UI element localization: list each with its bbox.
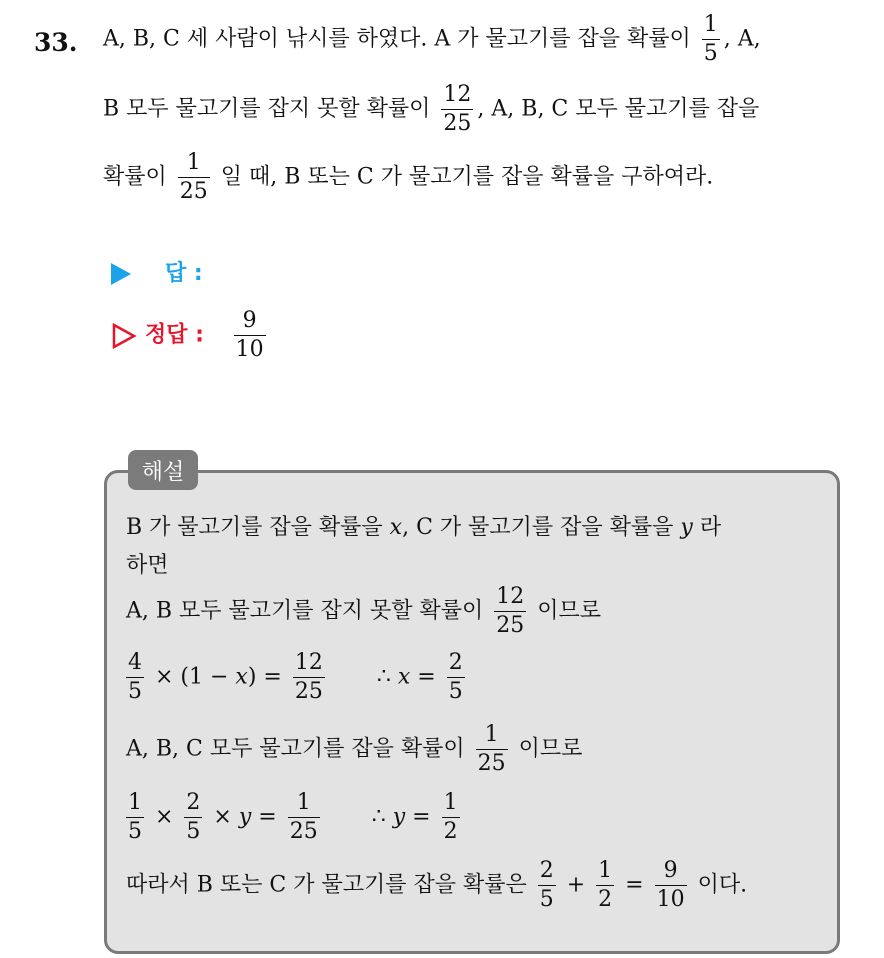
fraction xyxy=(494,586,526,637)
variable: x xyxy=(389,515,403,540)
numerator: 1 xyxy=(484,722,499,747)
math-text: = xyxy=(410,664,443,690)
denominator: 2 xyxy=(598,887,613,912)
numerator: 2 xyxy=(539,858,554,883)
play-triangle-icon xyxy=(111,263,131,285)
fraction xyxy=(442,792,460,843)
fraction xyxy=(538,860,556,911)
solution-line-1 xyxy=(126,510,721,541)
fraction xyxy=(702,14,720,65)
correct-answer-value xyxy=(234,310,266,361)
solution-equation-1 xyxy=(126,652,469,703)
variable: x xyxy=(397,664,411,690)
fraction xyxy=(655,860,687,911)
answer-label: 답 : xyxy=(165,261,203,286)
solution-text: B 가 물고기를 잡을 확률을 xyxy=(126,515,383,540)
question-text: , A, xyxy=(723,26,761,52)
numerator: 2 xyxy=(448,650,463,675)
denominator: 25 xyxy=(496,613,525,638)
numerator: 9 xyxy=(242,308,257,333)
question-text: A, B, C 세 사람이 낚시를 하였다. A 가 물고기를 잡을 확률이 xyxy=(103,26,691,52)
numerator: 12 xyxy=(496,584,525,609)
math-text: = xyxy=(618,872,651,898)
question-line-1 xyxy=(103,14,761,65)
question-text: 확률이 xyxy=(103,164,167,190)
denominator: 5 xyxy=(703,41,718,66)
numerator: 1 xyxy=(186,150,201,175)
fraction xyxy=(288,792,320,843)
solution-line-3 xyxy=(126,586,601,637)
variable: y xyxy=(680,515,693,540)
solution-text: 이므로 xyxy=(511,736,583,762)
question-number: 33. xyxy=(34,28,78,57)
solution-text: A, B, C 모두 물고기를 잡을 확률이 xyxy=(126,736,465,762)
denominator: 5 xyxy=(448,679,463,704)
fraction xyxy=(126,792,144,843)
denominator: 25 xyxy=(477,751,506,776)
denominator: 2 xyxy=(443,819,458,844)
numerator: 1 xyxy=(598,858,613,883)
denominator: 10 xyxy=(235,337,264,362)
numerator: 1 xyxy=(443,790,458,815)
fraction xyxy=(596,860,614,911)
numerator: 4 xyxy=(128,650,142,675)
correct-answer-label: 정답 : xyxy=(145,322,204,348)
solution-text: , C 가 물고기를 잡을 확률을 xyxy=(402,515,674,540)
fraction xyxy=(184,792,202,843)
math-text: + xyxy=(559,872,593,898)
numerator: 12 xyxy=(294,650,323,675)
solution-text: A, B 모두 물고기를 잡지 못할 확률이 xyxy=(126,598,484,624)
correct-answer-row xyxy=(111,310,270,361)
solution-text: 하면 xyxy=(126,553,169,578)
denominator: 5 xyxy=(128,819,142,844)
solution-text: 라 xyxy=(692,515,722,540)
solution-text: 이다. xyxy=(690,872,748,898)
fraction xyxy=(178,152,210,203)
denominator: 25 xyxy=(294,679,323,704)
numerator: 2 xyxy=(186,790,201,815)
denominator: 25 xyxy=(179,179,208,204)
denominator: 5 xyxy=(539,887,554,912)
math-text: × xyxy=(148,804,181,830)
solution-text: 따라서 B 또는 C 가 물고기를 잡을 확률은 xyxy=(126,872,527,898)
fraction xyxy=(441,84,473,135)
math-text: = xyxy=(405,804,438,830)
solution-equation-2 xyxy=(126,792,464,843)
solution-line-2 xyxy=(126,548,169,579)
numerator: 1 xyxy=(296,790,311,815)
numerator: 12 xyxy=(443,82,472,107)
solution-text: 이므로 xyxy=(530,598,602,624)
question-line-2 xyxy=(103,84,759,135)
denominator: 5 xyxy=(186,819,201,844)
denominator: 10 xyxy=(656,887,685,912)
question-text: 일 때, B 또는 C 가 물고기를 잡을 확률을 구하여라. xyxy=(213,164,714,190)
fraction xyxy=(126,652,144,703)
math-text: ) = xyxy=(247,664,289,690)
solution-badge: 해설 xyxy=(128,450,198,490)
math-text: = xyxy=(251,804,284,830)
math-text: × xyxy=(206,804,239,830)
numerator: 1 xyxy=(703,12,718,37)
question-text: B 모두 물고기를 잡지 못할 확률이 xyxy=(103,96,431,122)
question-line-3 xyxy=(103,152,713,203)
denominator: 5 xyxy=(128,679,142,704)
question-text: , A, B, C 모두 물고기를 잡을 xyxy=(477,96,760,122)
denominator: 25 xyxy=(443,111,472,136)
answer-row xyxy=(111,256,203,287)
solution-conclusion xyxy=(126,860,747,911)
numerator: 1 xyxy=(128,790,142,815)
triangle-outline-icon xyxy=(111,323,137,349)
variable: y xyxy=(392,804,406,830)
solution-line-5 xyxy=(126,724,582,775)
denominator: 25 xyxy=(289,819,318,844)
fraction xyxy=(447,652,465,703)
math-text: × (1 − xyxy=(148,664,236,690)
numerator: 9 xyxy=(663,858,678,883)
variable: x xyxy=(235,664,248,690)
therefore-symbol: ∴ xyxy=(371,804,393,830)
therefore-symbol: ∴ xyxy=(376,664,398,690)
fraction xyxy=(293,652,325,703)
fraction xyxy=(476,724,508,775)
variable: y xyxy=(238,804,252,830)
